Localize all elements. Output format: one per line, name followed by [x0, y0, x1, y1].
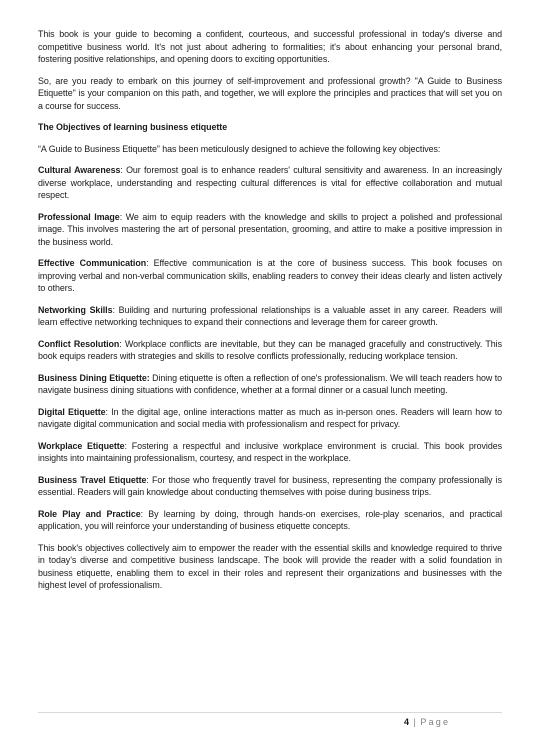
- objective-text: : By learning by doing, through hands-on exercises, role-play scenarios, and practical application, you will reinforce your understanding of business etiquette concepts.: [38, 508, 502, 531]
- objective-term: Networking Skills: [38, 304, 113, 315]
- objective-text: : Building and nurturing professional relationships is a valuable asset in any career. Readers will learn effective networking techniques to expand their connections and leverage them for career growth.: [38, 304, 503, 327]
- objective-text: : For those who frequently travel for business, representing the company professionally is essential. Readers will gain knowledge about conducting themselves with poise during business trips.: [38, 474, 502, 497]
- objective-text: Dining etiquette is often a reflection of one's professionalism. We will teach readers how to navigate business dining situations with confidence, whether at a formal dinner or a casual lunch meeting.: [38, 372, 502, 395]
- objective-professional-image: [38, 211, 502, 249]
- objective-term: Workplace Etiquette: [38, 440, 125, 451]
- section-lead: “A Guide to Business Etiquette” has been meticulously designed to achieve the following key objectives:: [38, 143, 441, 154]
- objective-business-dining-etiquette: [38, 372, 502, 397]
- objective-cultural-awareness: [38, 164, 502, 202]
- document-page: [38, 28, 502, 601]
- intro-paragraph-2: So, are you ready to embark on this journey of self-improvement and professional growth? "A Guide to Business Etiquette" is your companion on this path, and together, we will explore the principles and practices that will set you on a course for success.: [38, 75, 502, 111]
- objective-term: Effective Communication: [38, 258, 147, 268]
- objective-text: : We aim to equip readers with the knowledge and skills to project a polished and professional image. This involves mastering the art of personal presentation, grooming, and attire to make a positive impression in the business world.: [38, 211, 503, 247]
- objective-term: Role Play and Practice: [38, 508, 141, 519]
- objective-term: Business Dining Etiquette:: [38, 372, 150, 383]
- page-footer: [404, 716, 450, 728]
- objective-effective-communication: [38, 257, 502, 295]
- objective-term: Cultural Awareness: [38, 165, 121, 175]
- objective-networking-skills: [38, 304, 502, 329]
- objective-term: Professional Image: [38, 211, 120, 222]
- objective-workplace-etiquette: [38, 440, 502, 465]
- objective-text: : Effective communication is at the core of business success. This book focuses on improving verbal and non-verbal communication skills, enabling readers to convey their ideas clearly and listen actively to others.: [38, 258, 502, 293]
- objective-conflict-resolution: [38, 338, 502, 363]
- objective-term: Digital Etiquette: [38, 406, 106, 417]
- objective-digital-etiquette: [38, 406, 502, 431]
- closing-paragraph: This book's objectives collectively aim to empower the reader with the essential skills and knowledge required to thrive in today's diverse and competitive business landscape. The book will provide the reader with a solid foundation in business etiquette, enabling them to excel in their roles and represent their organizations and businesses with the highest level of professionalism.: [38, 542, 502, 590]
- page-label: Page: [420, 717, 451, 727]
- objective-role-play-and-practice: [38, 508, 502, 533]
- intro-paragraph-1: This book is your guide to becoming a confident, courteous, and successful professional in today's diverse and competitive business world. It's not just about adhering to formalities; it's about enhancing your personal brand, fostering positive relationships, and opening doors to exciting opportunities.: [38, 29, 502, 64]
- objective-term: Conflict Resolution: [38, 338, 120, 349]
- page-separator: |: [413, 717, 416, 727]
- page-number: 4: [404, 717, 410, 727]
- objective-text: : Our foremost goal is to enhance readers' cultural sensitivity and awareness. In an increasingly diverse workplace, understanding and respecting cultural differences is vital for effective collaboration and mutual respect.: [38, 165, 502, 200]
- objective-term: Business Travel Etiquette: [38, 474, 147, 485]
- objective-text: : In the digital age, online interactions matter as much as in-person ones. Readers will learn how to navigate digital communication and social media with professionalism and respect for privacy.: [38, 406, 502, 429]
- objective-text: : Fostering a respectful and inclusive workplace environment is crucial. This book provides insights into maintaining professionalism, courtesy, and respect in the workplace.: [38, 440, 502, 463]
- objective-business-travel-etiquette: [38, 474, 502, 499]
- objective-text: : Workplace conflicts are inevitable, but they can be managed gracefully and constructively. This book equips readers with strategies and skills to resolve conflicts professionally, reducing workplace tension.: [38, 338, 502, 361]
- footer-divider: [38, 712, 502, 713]
- section-heading: The Objectives of learning business etiquette: [38, 122, 228, 132]
